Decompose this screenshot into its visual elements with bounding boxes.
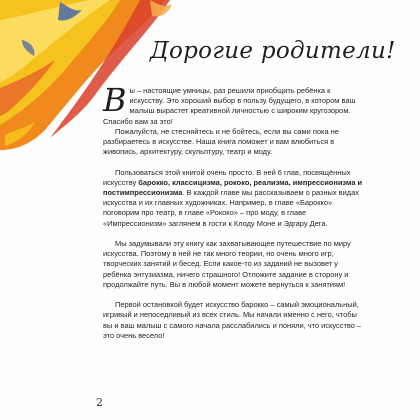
- paragraph-4-text: Мы задумывали эту книгу как захватывающее путешествие по миру искусства. Поэтому в ней не так много теории, но очень много игр, творческих занятий и бесед. Если какое-то из заданий не вызовет у ребёнка энтузиазма, ничего страшного! Отложите задание в сторону и продолжайте путь. Вы в любой момент можете вернуться к занятиям!: [103, 239, 351, 289]
- paragraph-3-text-end: . В каждой главе мы рассказываем о разных видах искусства и их главных художниках. Например, в главе «Барокко» поговорим про театр, в главе «Рококо» – про моду, в главе «Импрессионизм» заглянем в гости к Клоду Моне и Эдгару Дега.: [103, 188, 359, 228]
- paragraph-1-text: ы – настоящие умницы, раз решили приобщить ребёнка к искусству. Это хороший выбор в пользу будущего, в котором ваш малыш вырастет креативной личностью с широким кругозором. Спасибо вам за это!: [103, 86, 356, 126]
- body-text: [103, 81, 365, 341]
- drop-cap: В: [103, 81, 127, 119]
- art-styles-list: барокко, классицизма, рококо, реализма, импрессионизма и постимпрессионизма: [103, 177, 363, 198]
- paragraph-3-text-start: Пользоваться этой книгой очень просто. В ней 6 глав, посвящённых искусству: [103, 167, 351, 187]
- paragraph-2-text: Пожалуйста, не стесняйтесь и не бойтесь, если вы сами пока не разбираетесь в искусстве. Наша книга поможет и вам влюбиться в живопись, архитектуру, скульптуру, театр и моду.: [103, 126, 339, 157]
- paragraph-5: [103, 300, 365, 341]
- paragraph-1: [103, 81, 365, 127]
- paragraph-4: [103, 239, 365, 290]
- page-title: Дорогие родители!: [150, 38, 396, 64]
- paragraph-5-text: Первой остановкой будет искусство барокко – самый эмоциональный, игривый и непоседливый из всех стиль. Мы начали именно с него, чтобы вы и ваш малыш с самого начала расслабились и поняли, что искусство – это очень весело!: [103, 300, 362, 340]
- page-number: 2: [96, 396, 103, 409]
- paragraph-3: [103, 168, 365, 229]
- paragraph-2: [103, 127, 365, 158]
